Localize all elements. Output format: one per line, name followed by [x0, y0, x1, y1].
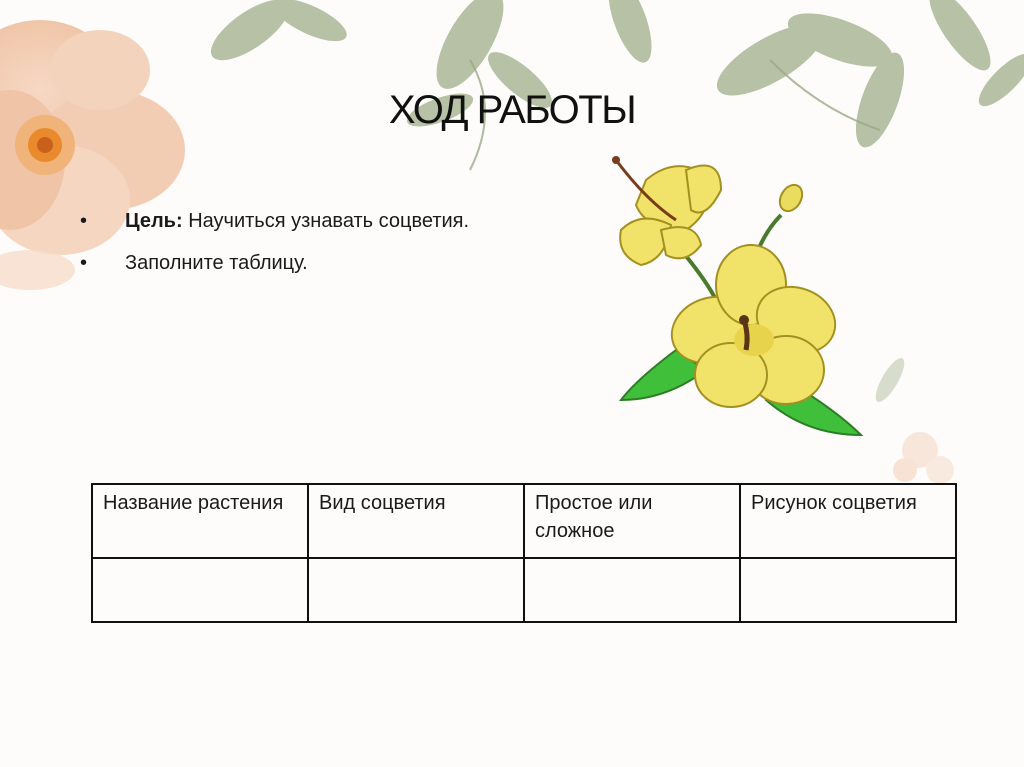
goal-text: Научиться узнавать соцветия. — [182, 210, 470, 232]
bullet-marker: • — [80, 252, 88, 274]
yellow-hibiscus-image — [606, 150, 866, 440]
bullet-list — [80, 206, 480, 290]
header-simple-or-complex: Простое или сложное — [524, 484, 740, 558]
task-text: Заполните таблицу. — [125, 252, 308, 274]
bullet-item-goal — [80, 206, 480, 236]
slide-title: ХОД РАБОТЫ — [388, 88, 636, 132]
bullet-item-task — [80, 248, 480, 278]
inflorescence-table — [91, 483, 957, 623]
bullet-text — [125, 206, 469, 236]
table-header-row — [92, 484, 956, 558]
bullet-marker: • — [80, 210, 88, 232]
goal-label: Цель: — [125, 210, 183, 232]
table-cell — [524, 558, 740, 622]
table-cell — [740, 558, 956, 622]
table-cell — [308, 558, 524, 622]
header-inflorescence-type: Вид соцветия — [308, 484, 524, 558]
table-cell — [92, 558, 308, 622]
table-row — [92, 558, 956, 622]
header-inflorescence-drawing: Рисунок соцветия — [740, 484, 956, 558]
header-plant-name: Название растения — [92, 484, 308, 558]
